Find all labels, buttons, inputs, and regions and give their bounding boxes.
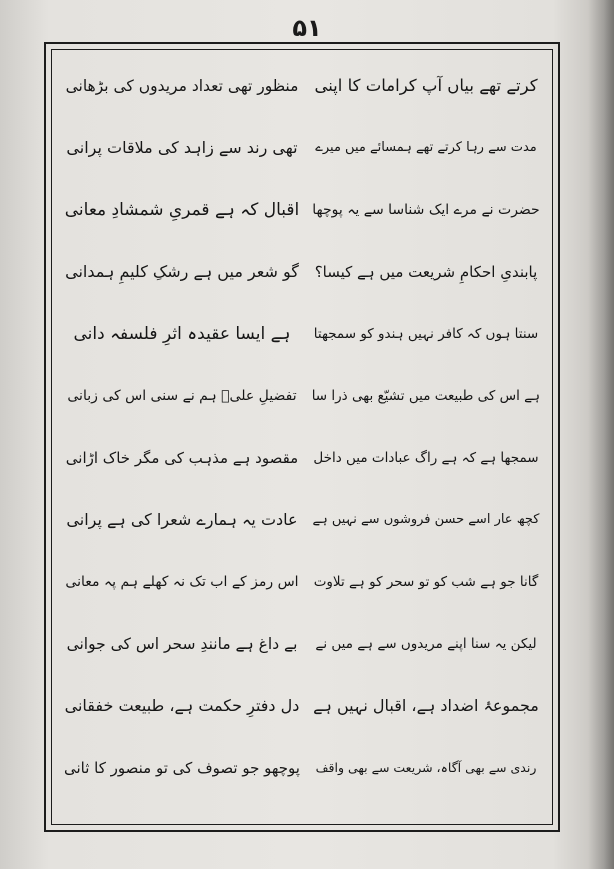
verse-second-line: تھی رند سے زاہد کی ملاقات پرانی [66, 138, 298, 157]
verse-second-line: منظور تھی تعداد مریدوں کی بڑھانی [65, 77, 299, 95]
couplet [56, 496, 548, 544]
couplet [56, 372, 548, 420]
verse-second-line: بے داغ ہے مانندِ سحر اس کی جوانی [66, 635, 298, 653]
verse-first-line: پابندیِ احکامِ شریعت میں ہے کیسا؟ [314, 263, 538, 281]
verse-first-line: گانا جو ہے شب کو تو سحر کو ہے تلاوت [313, 574, 539, 590]
book-spine-shadow [588, 0, 614, 869]
verse-first-line: مجموعۂ اضداد ہے، اقبال نہیں ہے [313, 696, 539, 715]
couplet [56, 434, 548, 482]
poem-body [56, 62, 548, 802]
couplet [56, 744, 548, 792]
verse-first-line: ہے اس کی طبیعت میں تشیّع بھی ذرا سا [312, 388, 540, 404]
couplet [56, 62, 548, 110]
verse-second-line: ہے ایسا عقیدہ اثرِ فلسفہ دانی [73, 324, 291, 344]
verse-second-line: عادت یہ ہمارے شعرا کی ہے پرانی [66, 510, 298, 529]
couplet [56, 620, 548, 668]
verse-second-line: گو شعر میں ہے رشکِ کلیمِ ہمدانی [65, 262, 299, 281]
couplet [56, 682, 548, 730]
couplet [56, 186, 548, 234]
verse-first-line: رندی سے بھی آگاہ، شریعت سے بھی واقف [315, 760, 537, 775]
page-number: ۵۱ [292, 14, 322, 42]
verse-second-line: پوچھو جو تصوف کی تو منصور کا ثانی [64, 759, 300, 777]
couplet [56, 558, 548, 606]
verse-second-line: اس رمز کے اب تک نہ کھلے ہم پہ معانی [65, 574, 299, 590]
verse-second-line: دل دفترِ حکمت ہے، طبیعت خفقانی [64, 696, 300, 715]
couplet [56, 124, 548, 172]
verse-first-line: کچھ عار اسے حسن فروشوں سے نہیں ہے [312, 512, 540, 527]
verse-second-line: تفضیلِ علیؓ ہم نے سنی اس کی زبانی [67, 388, 297, 404]
couplet [56, 248, 548, 296]
verse-first-line: حضرت نے مرے ایک شناسا سے یہ پوچھا [312, 202, 540, 218]
verse-first-line: سنتا ہوں کہ کافر نہیں ہندو کو سمجھتا [313, 326, 539, 342]
verse-first-line: مدت سے رہا کرتے تھے ہمسائے میں میرے [315, 140, 537, 155]
verse-second-line: مقصود ہے مذہب کی مگر خاک اڑانی [65, 449, 299, 467]
verse-first-line: کرتے تھے بیاں آپ کرامات کا اپنی [314, 76, 538, 95]
verse-first-line: سمجھا ہے کہ ہے راگ عبادات میں داخل [313, 450, 539, 466]
verse-second-line: اقبال کہ ہے قمریِ شمشادِ معانی [64, 200, 300, 220]
verse-first-line: لیکن یہ سنا اپنے مریدوں سے ہے میں نے [315, 636, 537, 652]
couplet [56, 310, 548, 358]
